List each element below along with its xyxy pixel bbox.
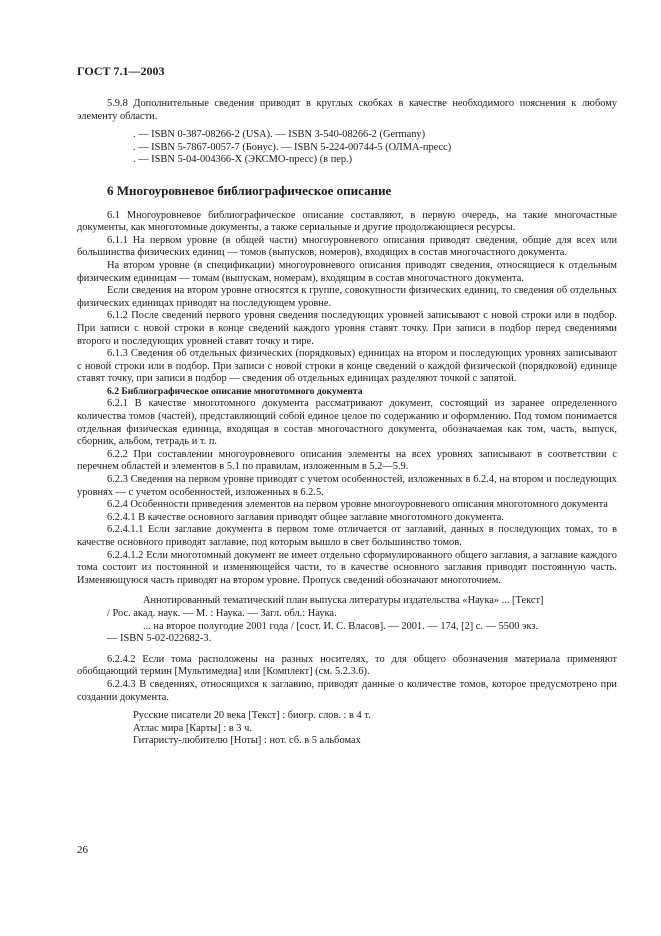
section-6-heading: 6 Многоуровневое библиографическое описание — [107, 182, 392, 198]
example-line-1: Аннотированный тематический план выпуска литературы издательства «Наука» ... [Текст] — [143, 595, 544, 607]
paragraph-6-2-1: 6.2.1 В качестве многотомного документа рассматривают документ, состоящий из заранее определенного количества томов (частей), представляющий собой единое целое по содержанию и оформлению. Под томом понимается отдельная физическая единица, входящая в состав многочастного документа, обозначаемая как том, часть, выпуск, сборник, альбом, тетрадь и т. п. — [77, 398, 617, 448]
page-number: 26 — [77, 844, 88, 856]
running-header: ГОСТ 7.1—2003 — [77, 64, 165, 78]
paragraph-6-1-1-b: На втором уровне (в спецификации) многоуровневого описания приводят сведения, относящиеся к отдельным физическим единицам — томам (выпускам, номерам), входящим в состав многочастного документа. — [77, 259, 617, 284]
paragraph-6-2-4-1: 6.2.4.1 В качестве основного заглавия приводят общее заглавие многотомного документа. — [107, 511, 504, 523]
paragraph-6-2-3: 6.2.3 Сведения на первом уровне приводят с учетом особенностей, изложенных в 6.2.4, на втором и последующих уровнях — с учетом особенностей, изложенных в 6.2.5. — [77, 474, 617, 498]
paragraph-6-1-3: 6.1.3 Сведения об отдельных физических (порядковых) единицах на втором и последующих уровнях записывают с новой строки или в подбор. При записи с новой строки в конце сведений о каждой физической (порядковой) единице ставят точку, при записи в подбор — сведения об отдельных единицах разделяют точкой с запятой. — [77, 348, 617, 385]
paragraph-6-1-1: 6.1.1 На первом уровне (в общей части) многоуровневого описания приводят сведения, общие для всех или большинства физических единиц — томов (выпусков, номеров), входящих в состав многочастного документа. — [77, 234, 617, 259]
paragraph-6-2-4-3: 6.2.4.3 В сведениях, относящихся к заглавию, приводят данные о количестве томов, которое предусмотрено при создании документа. — [77, 678, 617, 703]
isbn-example-2: . — ISBN 5-7867-0057-7 (Бонус). — ISBN 5-224-00744-5 (ОЛМА-пресс) — [133, 141, 452, 153]
paragraph-6-2-4-1-1: 6.2.4.1.1 Если заглавие документа в первом томе отличается от заглавий, данных в последующих томах, то в качестве основного приводят заглавие, под которым вышло в свет большинство томов. — [77, 524, 617, 548]
isbn-example-1: . — ISBN 0-387-08266-2 (USA). — ISBN 3-540-08266-2 (Germany) — [133, 129, 426, 141]
example-line-2: / Рос. акад. наук. — М. : Наука. — Загл. обл.: Наука. — [107, 607, 337, 619]
document-body — [77, 98, 617, 748]
example-line-3: ... на второе полугодие 2001 года / [сост. И. С. Власов]. — 2001. — 174, [2] с. — 5500 экз. — [143, 620, 539, 632]
final-example-2: Атлас мира [Карты] : в 3 ч. — [133, 722, 252, 734]
paragraph-5-9-8: 5.9.8 Дополнительные сведения приводят в круглых скобках в качестве необходимого пояснения к любому элементу области. — [77, 98, 617, 122]
final-example-3: Гитаристу-любителю [Ноты] : нот. сб. в 5 альбомах — [133, 735, 361, 747]
isbn-example-3: . — ISBN 5-04-004366-X (ЭКСМО-пресс) (в пер.) — [133, 154, 353, 166]
paragraph-6-1-1-c: Если сведения на втором уровне относятся к группе, совокупности физических единиц, то сведения об отдельных физических единицах приводят на последующем уровне. — [77, 285, 617, 309]
example-block — [107, 595, 617, 645]
final-example-1: Русские писатели 20 века [Текст] : биогр. слов. : в 4 т. — [133, 710, 371, 722]
paragraph-6-2-4-1-2: 6.2.4.1.2 Если многотомный документ не имеет отдельно сформулированного общего заглавия, а заглавие каждого тома состоит из постоянной и изменяющейся части, то в качестве основного заглавия приводят постоянную часть. Изменяющуюся часть приводят на втором уровне. Пропуск сведений обозначают многоточием. — [77, 549, 617, 586]
paragraph-6-1: 6.1 Многоуровневое библиографическое описание составляют, в первую очередь, на такие многочастные документы, как многотомные документы, а также сериальные и другие продолжающиеся ресурсы. — [77, 209, 617, 234]
paragraph-6-1-2: 6.1.2 После сведений первого уровня сведения последующих уровней записывают с новой строки или в подбор. При записи с новой строки в конце сведений каждого уровня ставят точку. При записи в подбор перед сведениями второго и последующих уровней ставят точку и тире. — [77, 310, 617, 347]
paragraph-6-2-4: 6.2.4 Особенности приведения элементов на первом уровне многоуровневого описания многотомного документа — [107, 499, 608, 511]
example-line-4: — ISBN 5-02-022682-3. — [107, 633, 212, 645]
section-6-2-heading: 6.2 Библиографическое описание многотомного документа — [107, 385, 363, 397]
paragraph-6-2-4-2: 6.2.4.2 Если тома расположены на разных носителях, то для общего обозначения материала применяют обобщающий термин [Мультимедиа] или [Комплект] (см. 5.2.3.6). — [77, 653, 617, 678]
paragraph-6-2-2: 6.2.2 При составлении многоуровневого описания элементы на всех уровнях записывают в соответствии с перечнем областей и элементов в 5.1 по правилам, изложенным в 5.2—5.9. — [77, 448, 617, 473]
